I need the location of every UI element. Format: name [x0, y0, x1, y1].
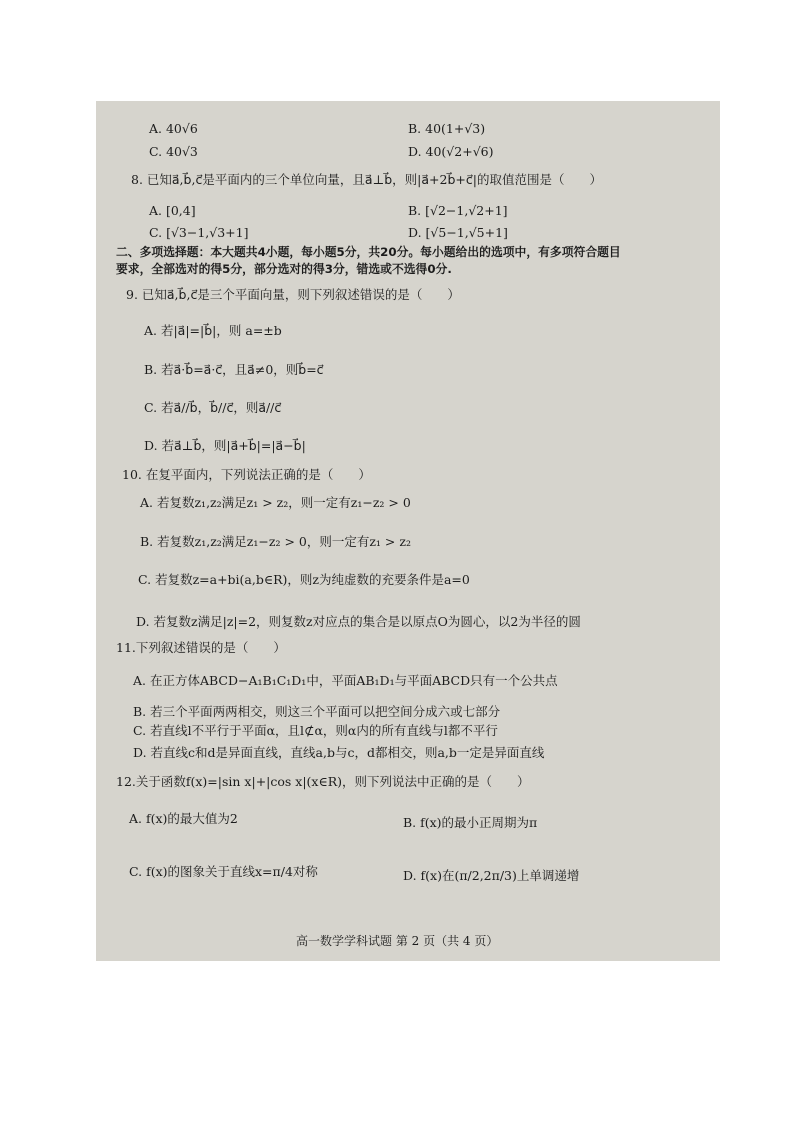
text-line: C. 若复数z=a+bi(a,b∈R)，则z为纯虚数的充要条件是a=0 [138, 572, 470, 587]
text-line: 8. 已知a⃗,b⃗,c⃗是平面内的三个单位向量，且a⃗⊥b⃗，则|a⃗+2b⃗+c⃗|的取值范围是（ ） [131, 172, 602, 187]
text-line: 12.关于函数f(x)=|sin x|+|cos x|(x∈R)，则下列说法中正确的是（ ） [116, 774, 530, 789]
text-line: C. [√3−1,√3+1] [149, 225, 249, 240]
text-line: C. 40√3 [149, 144, 198, 159]
text-line: B. 40(1+√3) [408, 121, 486, 136]
text-line: 11.下列叙述错误的是（ ） [116, 640, 286, 655]
text-line: 10. 在复平面内，下列说法正确的是（ ） [122, 467, 371, 482]
text-line: D. 若a⃗⊥b⃗，则|a⃗+b⃗|=|a⃗−b⃗| [144, 438, 306, 453]
text-line: A. 若|a⃗|=|b⃗|，则 a=±b [144, 323, 282, 338]
text-line: A. f(x)的最大值为2 [129, 811, 238, 826]
text-line: A. 在正方体ABCD−A₁B₁C₁D₁中，平面AB₁D₁与平面ABCD只有一个公共点 [133, 673, 558, 688]
text-line: B. [√2−1,√2+1] [408, 203, 508, 218]
text-line: 9. 已知a⃗,b⃗,c⃗是三个平面向量，则下列叙述错误的是（ ） [126, 287, 460, 302]
text-line: D. f(x)在(π/2,2π/3)上单调递增 [403, 868, 580, 883]
text-line: B. f(x)的最小正周期为π [403, 815, 538, 830]
text-line: D. 若复数z满足|z|=2，则复数z对应点的集合是以原点O为圆心，以2为半径的圆 [136, 614, 581, 629]
text-line: B. 若复数z₁,z₂满足z₁−z₂ > 0，则一定有z₁ > z₂ [140, 534, 411, 549]
page-footer: 高一数学学科试题 第 2 页（共 4 页） [296, 934, 499, 948]
text-line: 要求，全部选对的得5分，部分选对的得3分，错选或不选得0分. [116, 262, 452, 276]
text-line: D. 若直线c和d是异面直线，直线a,b与c，d都相交，则a,b一定是异面直线 [133, 745, 545, 760]
text-line: C. 若直线l不平行于平面α，且l⊄α，则α内的所有直线与l都不平行 [133, 723, 498, 738]
text-line: 二、多项选择题：本大题共4小题，每小题5分，共20分。每小题给出的选项中，有多项符合题目 [116, 245, 621, 259]
text-line: A. [0,4] [149, 203, 196, 218]
exam-page [96, 101, 720, 961]
text-line: A. 40√6 [149, 121, 198, 136]
text-line: A. 若复数z₁,z₂满足z₁ > z₂，则一定有z₁−z₂ > 0 [140, 495, 411, 510]
text-line: B. 若三个平面两两相交，则这三个平面可以把空间分成六或七部分 [133, 704, 501, 719]
text-line: D. [√5−1,√5+1] [408, 225, 508, 240]
text-line: D. 40(√2+√6) [408, 144, 494, 159]
text-line: B. 若a⃗·b⃗=a⃗·c⃗，且a⃗≠0，则b⃗=c⃗ [144, 362, 324, 377]
text-line: C. 若a⃗//b⃗，b⃗//c⃗，则a⃗//c⃗ [144, 400, 282, 415]
text-line: C. f(x)的图象关于直线x=π/4对称 [129, 864, 318, 879]
